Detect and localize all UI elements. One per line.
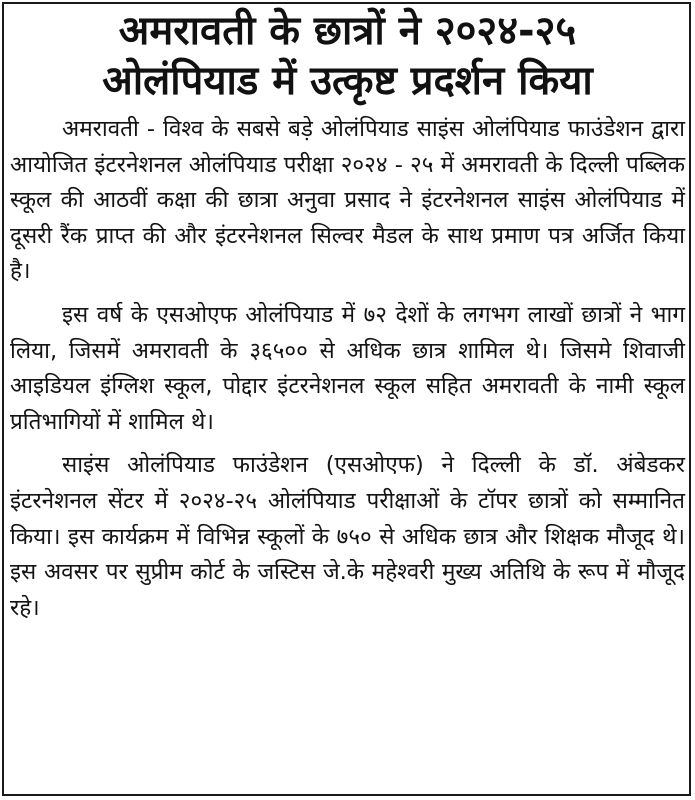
paragraph-2: इस वर्ष के एसओएफ ओलंपियाड में ७२ देशों के लगभग लाखों छात्रों ने भाग लिया, जिसमें अमरावती के ३६५०० से अधिक छात्र शामिल थे। जिसमे शिवाजी आइडियल इंग्लिश स्कूल, पोद्दार इंटरनेशनल स्कूल सहित अमरावती के नामी स्कूल प्रतिभागियों में शामिल थे।: [10, 301, 685, 435]
news-article: [10, 6, 685, 794]
paragraph-1: अमरावती - विश्व के सबसे बड़े ओलंपियाड साइंस ओलंपियाड फाउंडेशन द्वारा आयोजित इंटरनेशनल ओलंपियाड परीक्षा २०२४ - २५ में अमरावती के दिल्ली पब्लिक स्कूल की आठवीं कक्षा की छात्रा अनुवा प्रसाद ने इंटरनेशनल साइंस ओलंपियाड में दूसरी रैंक प्राप्त की और इंटरनेशनल सिल्वर मैडल के साथ प्रमाण पत्र अर्जित किया है।: [10, 116, 685, 285]
article-headline: [10, 6, 685, 106]
paragraph-3: साइंस ओलंपियाड फाउंडेशन (एसओएफ) ने दिल्ली के डॉ. अंबेडकर इंटरनेशनल सेंटर में २०२४-२५ ओलंपियाड परीक्षाओं के टॉपर छात्रों को सम्मानित किया। इस कार्यक्रम में विभिन्न स्कूलों के ७५० से अधिक छात्र और शिक्षक मौजूद थे। इस अवसर पर सुप्रीम कोर्ट के जस्टिस जे.के महेश्वरी मुख्य अतिथि के रूप में मौजूद रहे।: [10, 452, 685, 621]
headline-line-1: अमरावती के छात्रों ने २०२४-२५: [118, 8, 577, 54]
headline-line-2: ओलंपियाड में उत्कृष्ट प्रदर्शन किया: [102, 58, 593, 104]
article-body: [10, 112, 685, 626]
